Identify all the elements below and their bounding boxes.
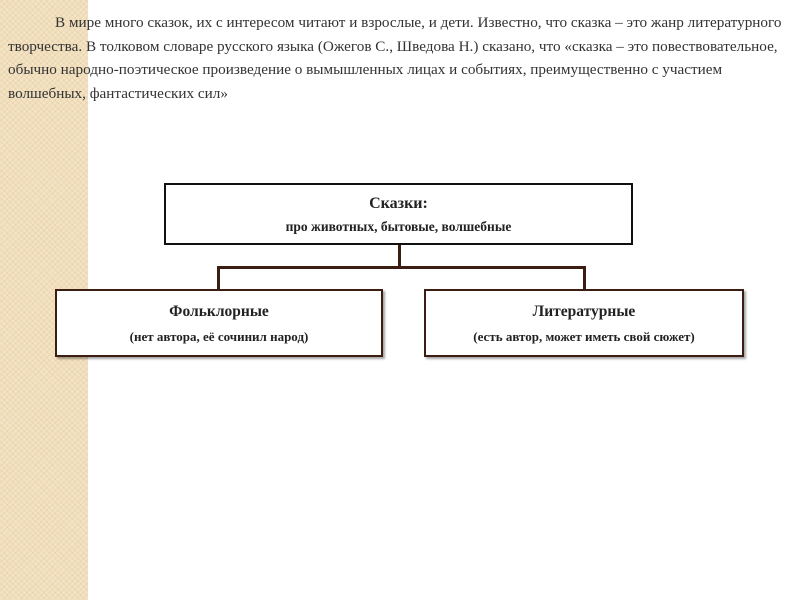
- literary-subtitle: (есть автор, может иметь свой сюжет): [473, 329, 695, 344]
- folk-title: Фольклорные: [169, 303, 269, 320]
- folk-subtitle: (нет автора, её сочинил народ): [129, 329, 309, 344]
- diagram-literary-box: [424, 289, 744, 357]
- intro-paragraph: [8, 11, 793, 105]
- intro-text: В мире много сказок, их с интересом читают и взрослые, и дети. Известно, что сказка – это жанр литературного творчества. В толковом словаре русского языка (Ожегов С., Шведова Н.) сказано, что «сказка – это повествовательное, обычно народно-поэтическое произведение о вымышленных лицах и событиях, преимущественно с участием волшебных, фантастических сил»: [8, 14, 782, 102]
- root-subtitle: про животных, бытовые, волшебные: [285, 219, 512, 234]
- connector-horizontal: [217, 266, 586, 269]
- connector-vertical-root: [398, 245, 401, 268]
- connector-right: [583, 266, 586, 290]
- root-title: Сказки:: [369, 195, 428, 212]
- literary-title: Литературные: [532, 303, 636, 320]
- diagram-folk-box: [55, 289, 383, 357]
- connector-left: [217, 266, 220, 290]
- diagram-root-box: [164, 183, 633, 245]
